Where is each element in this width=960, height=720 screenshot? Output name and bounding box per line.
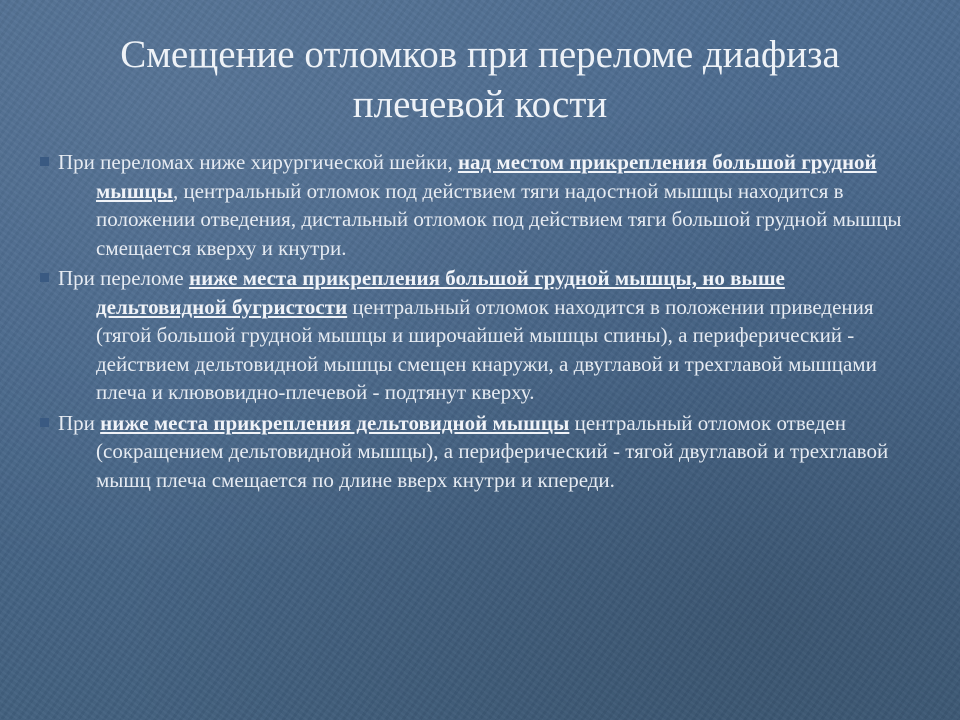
highlighted-text: ниже места прикрепления дельтовидной мышцы <box>100 410 570 435</box>
paragraph-3 <box>58 409 906 495</box>
paragraph-text: При переломе <box>58 266 189 290</box>
paragraph-text: центральный отломок находится в положении приведения (тягой большой грудной мышцы и широчайшей мышцы спины), а периферический - действием дельтовидной мышцы смещен кнаружи, а двуглавой и трехглавой мышцами плеча и клювовидно-плечевой - подтянут кверху. <box>96 294 877 404</box>
title-line-1: Смещение отломков при переломе диафиза <box>120 33 840 76</box>
paragraph-text: , центральный отломок под действием тяги надостной мышцы находится в положении отведения, дистальный отломок под действием тяги большой грудной мышцы смещается кверху и кнутри. <box>96 178 902 260</box>
bullet-square-icon <box>40 273 49 282</box>
highlighted-text: ниже места прикрепления большой грудной мышцы, но выше дельтовидной бугристости <box>96 266 785 319</box>
slide-title <box>40 30 920 130</box>
paragraph-1 <box>58 148 906 262</box>
slide-body <box>58 148 906 496</box>
paragraph-text: При переломах ниже хирургической шейки, <box>58 150 458 174</box>
paragraph-2 <box>58 264 906 407</box>
highlighted-text: над местом прикрепления большой грудной мышцы <box>96 150 877 203</box>
paragraph-text: При <box>58 410 101 435</box>
paragraph-text: центральный отломок отведен (сокращением дельтовидной мышцы), а периферический - тягой двуглавой и трехглавой мышц плеча смещается по длине вверх кнутри и кпереди. <box>96 410 889 492</box>
bullet-square-icon <box>40 418 49 427</box>
bullet-square-icon <box>40 157 49 166</box>
title-line-2: плечевой кости <box>352 83 608 126</box>
